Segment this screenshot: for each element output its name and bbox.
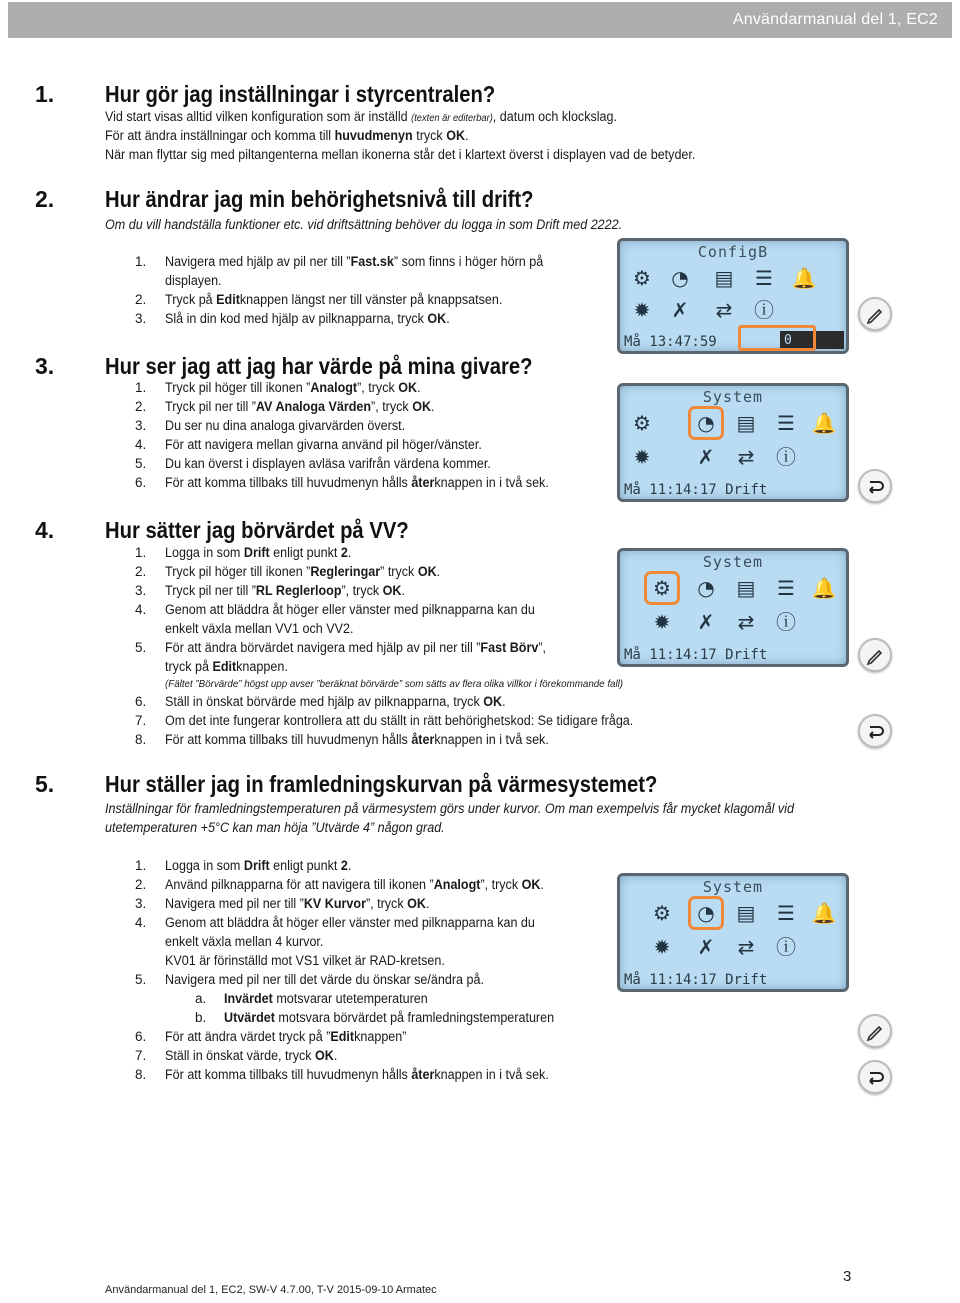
lcd-1-datetime: Må 13:47:59 <box>624 334 717 350</box>
section-2-number: 2. <box>35 186 55 212</box>
s2-item-2: Tryck på Editknappen längst ner till vänster på knappsatsen. <box>165 292 503 307</box>
s4-item-6-number: 6. <box>135 694 147 709</box>
s5-item-8-number: 8. <box>135 1067 147 1082</box>
s5-item-5-number: 5. <box>135 972 147 987</box>
page-number: 3 <box>843 1268 852 1285</box>
back-button[interactable] <box>858 1060 892 1094</box>
s5-item-1-number: 1. <box>135 858 147 873</box>
s4-item-5: För att ändra börvärdet navigera med hjälp av pil ner till ”Fast Börv”, <box>165 640 547 655</box>
s5-item-5: Navigera med pil ner till det värde du önskar se/ändra på. <box>165 972 484 987</box>
return-arrow-icon <box>860 716 890 746</box>
analog-icon: ⚙ <box>653 901 671 925</box>
section-1-title: Hur gör jag inställningar i styrcentralen? <box>105 81 496 107</box>
s5-item-2-number: 2. <box>135 877 147 892</box>
edit-button[interactable] <box>858 297 892 331</box>
alarm-bell-icon: 🔔 <box>811 576 837 600</box>
tools-icon: ✗ <box>671 298 689 322</box>
s4-item-8-number: 8. <box>135 732 147 747</box>
s5-sub-b-number: b. <box>195 1010 207 1025</box>
s4-item-4: Genom att bläddra åt höger eller vänster med pilknapparna kan du <box>165 602 535 617</box>
s4-item-2-number: 2. <box>135 564 147 579</box>
gauge-icon: ◔ <box>692 900 720 926</box>
pencil-icon <box>860 1016 890 1046</box>
panel-icon: ▤ <box>736 576 756 600</box>
s3-item-6-number: 6. <box>135 475 147 490</box>
s5-item-2: Använd pilknapparna för att navigera till ikonen ”Analogt”, tryck OK. <box>165 877 544 892</box>
s4-note: (Fältet ”Börvärde” högst upp avser ”beräknat börvärde” som sätts av flera olika villkor i förekommande fall) <box>165 678 624 690</box>
pencil-icon <box>860 299 890 329</box>
s5-item-8: För att komma tillbaks till huvudmenyn hålls återknappen in i två sek. <box>165 1067 549 1082</box>
s2-item-3: Slå in din kod med hjälp av pilknapparna, tryck OK. <box>165 311 450 326</box>
s5-item-3: Navigera med pil ner till ”KV Kurvor”, tryck OK. <box>165 896 430 911</box>
lcd-2-status: Må 11:14:17 Drift <box>624 482 768 498</box>
s2-item-1-cont: displayen. <box>165 273 222 288</box>
s3-item-6: För att komma tillbaks till huvudmenyn hålls återknappen in i två sek. <box>165 475 549 490</box>
return-arrow-icon <box>860 1062 890 1092</box>
tools-icon: ✗ <box>697 610 715 634</box>
s2-item-1: Navigera med hjälp av pil ner till ”Fast.sk” som finns i höger hörn på <box>165 254 544 269</box>
info-icon: ⓘ <box>776 610 796 634</box>
s3-item-5-number: 5. <box>135 456 147 471</box>
pencil-icon <box>860 640 890 670</box>
panel-icon: ▤ <box>736 901 756 925</box>
list-icon: ☰ <box>777 901 795 925</box>
s5-sub-a: Invärdet motsvarar utetemperaturen <box>224 991 428 1006</box>
s4-item-2: Tryck pil höger till ikonen ”Regleringar” tryck OK. <box>165 564 441 579</box>
section-2-intro: Om du vill handställa funktioner etc. vid driftsättning behöver du logga in som Drift med 2222. <box>105 217 623 232</box>
s4-item-4-cont: enkelt växla mellan VV1 och VV2. <box>165 621 354 636</box>
tools-icon: ✗ <box>697 445 715 469</box>
lcd-4-status: Må 11:14:17 Drift <box>624 972 768 988</box>
s4-item-7-number: 7. <box>135 713 147 728</box>
s3-item-3: Du ser nu dina analoga givarvärden överst. <box>165 418 406 433</box>
panel-icon: ▤ <box>736 411 756 435</box>
s5-item-4-cont: enkelt växla mellan 4 kurvor. <box>165 934 324 949</box>
s3-item-2-number: 2. <box>135 399 147 414</box>
settings-icon: ✹ <box>653 935 671 959</box>
back-button[interactable] <box>858 714 892 748</box>
back-button[interactable] <box>858 469 892 503</box>
s5-sub-a-number: a. <box>195 991 207 1006</box>
section-1-number: 1. <box>35 81 55 107</box>
header-title: Användarmanual del 1, EC2 <box>732 11 938 28</box>
lcd-3-status: Må 11:14:17 Drift <box>624 647 768 663</box>
lcd-display-system-analog <box>617 383 849 502</box>
lcd-2-title: System <box>702 388 764 406</box>
section-1-line-1: Vid start visas alltid vilken konfiguration som är inställd (texten är editerbar), datum och klockslag. <box>105 109 618 124</box>
s5-item-4-note: KV01 är förinställd mot VS1 vilket är RAD-kretsen. <box>165 953 445 968</box>
gauge-icon: ◔ <box>692 410 720 436</box>
s5-item-7: Ställ in önskat värde, tryck OK. <box>165 1048 338 1063</box>
s5-item-6: För att ändra värdet tryck på ”Editknappen” <box>165 1029 407 1044</box>
s2-item-2-number: 2. <box>135 292 147 307</box>
section-5-intro-2: utetemperaturen +5°C kan man höja ”Utvärde 4” någon grad. <box>105 820 445 835</box>
lcd-display-system-regleringar <box>617 548 849 667</box>
lcd-4-title: System <box>702 878 764 896</box>
s4-item-5-number: 5. <box>135 640 147 655</box>
gauge-icon: ◔ <box>697 576 715 600</box>
analog-icon: ⚙ <box>633 266 651 290</box>
s4-item-1: Logga in som Drift enligt punkt 2. <box>165 545 352 560</box>
lcd-display-system-kurvor <box>617 873 849 992</box>
highlight-box <box>738 325 816 351</box>
list-icon: ☰ <box>777 576 795 600</box>
section-1-line-3: När man flyttar sig med piltangenterna mellan ikonerna står det i klartext överst i displayen vad de betyder. <box>105 147 696 162</box>
s2-item-3-number: 3. <box>135 311 147 326</box>
alarm-bell-icon: 🔔 <box>791 266 817 290</box>
alarm-bell-icon: 🔔 <box>811 901 837 925</box>
info-icon: ⓘ <box>776 935 796 959</box>
footer-text: Användarmanual del 1, EC2, SW-V 4.7.00, T-V 2015-09-10 Armatec <box>105 1284 437 1296</box>
login-field: 0 <box>780 331 844 349</box>
s5-item-7-number: 7. <box>135 1048 147 1063</box>
return-arrow-icon <box>860 471 890 501</box>
info-icon: ⓘ <box>754 298 774 322</box>
s5-item-4: Genom att bläddra åt höger eller vänster med pilknapparna kan du <box>165 915 535 930</box>
settings-icon: ✹ <box>633 445 651 469</box>
s5-item-4-number: 4. <box>135 915 147 930</box>
s5-item-3-number: 3. <box>135 896 147 911</box>
settings-icon: ✹ <box>633 298 651 322</box>
section-1-line-2: För att ändra inställningar och komma till huvudmenyn tryck OK. <box>105 128 469 143</box>
io-icon: ⇄ <box>737 610 755 634</box>
lcd-1-title: ConfigB <box>697 243 769 261</box>
s3-item-1-number: 1. <box>135 380 147 395</box>
s3-item-1: Tryck pil höger till ikonen ”Analogt”, tryck OK. <box>165 380 421 395</box>
section-3-number: 3. <box>35 353 55 379</box>
s3-item-3-number: 3. <box>135 418 147 433</box>
s4-item-7: Om det inte fungerar kontrollera att du ställt in rätt behörighetskod: Se tidigare fråga. <box>165 713 634 728</box>
edit-button[interactable] <box>858 1014 892 1048</box>
info-icon: ⓘ <box>776 445 796 469</box>
section-4-title: Hur sätter jag börvärdet på VV? <box>105 517 409 543</box>
s4-item-4-number: 4. <box>135 602 147 617</box>
section-2-title: Hur ändrar jag min behörighetsnivå till drift? <box>105 186 534 212</box>
lcd-display-config <box>617 238 849 354</box>
io-icon: ⇄ <box>737 935 755 959</box>
edit-button[interactable] <box>858 638 892 672</box>
io-icon: ⇄ <box>715 298 733 322</box>
alarm-bell-icon: 🔔 <box>811 411 837 435</box>
section-5-number: 5. <box>35 771 55 797</box>
s3-item-4-number: 4. <box>135 437 147 452</box>
s4-item-8: För att komma tillbaks till huvudmenyn hålls återknappen in i två sek. <box>165 732 549 747</box>
analog-icon: ⚙ <box>648 575 676 601</box>
s5-item-6-number: 6. <box>135 1029 147 1044</box>
s4-item-5-cont: tryck på Editknappen. <box>165 659 288 674</box>
io-icon: ⇄ <box>737 445 755 469</box>
s4-item-6: Ställ in önskat börvärde med hjälp av pilknapparna, tryck OK. <box>165 694 506 709</box>
gauge-icon: ◔ <box>671 266 689 290</box>
s2-item-1-number: 1. <box>135 254 147 269</box>
tools-icon: ✗ <box>697 935 715 959</box>
s3-item-5: Du kan överst i displayen avläsa varifrån värdena kommer. <box>165 456 491 471</box>
settings-icon: ✹ <box>653 610 671 634</box>
s3-item-4: För att navigera mellan givarna använd pil höger/vänster. <box>165 437 482 452</box>
list-icon: ☰ <box>755 266 773 290</box>
analog-icon: ⚙ <box>633 411 651 435</box>
s4-item-3-number: 3. <box>135 583 147 598</box>
section-3-title: Hur ser jag att jag har värde på mina givare? <box>105 353 533 379</box>
section-5-title: Hur ställer jag in framledningskurvan på värmesystemet? <box>105 771 658 797</box>
panel-icon: ▤ <box>714 266 734 290</box>
s4-item-3: Tryck pil ner till ”RL Reglerloop”, tryck OK. <box>165 583 405 598</box>
section-5-intro-1: Inställningar för framledningstemperaturen på värmesystem görs under kurvor. Om man exempelvis får mycket klagomål vid <box>105 801 794 816</box>
lcd-3-title: System <box>702 553 764 571</box>
section-4-number: 4. <box>35 517 55 543</box>
s5-item-1: Logga in som Drift enligt punkt 2. <box>165 858 352 873</box>
s4-item-1-number: 1. <box>135 545 147 560</box>
page-header <box>8 2 952 38</box>
list-icon: ☰ <box>777 411 795 435</box>
s3-item-2: Tryck pil ner till ”AV Analoga Värden”, tryck OK. <box>165 399 435 414</box>
s5-sub-b: Utvärdet motsvara börvärdet på framledningstemperaturen <box>224 1010 555 1025</box>
